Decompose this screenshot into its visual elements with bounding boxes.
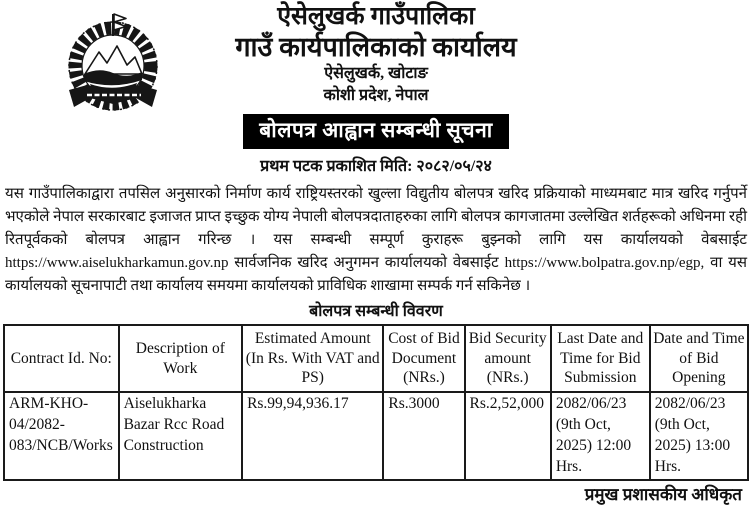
cell-opening-date: 2082/06/23 (9th Oct, 2025) 13:00 Hrs. [650, 392, 748, 480]
cell-bid-document-cost: Rs.3000 [383, 392, 464, 480]
table-header-row [4, 325, 748, 392]
cell-estimated-amount: Rs.99,94,936.17 [242, 392, 383, 480]
col-header-estimated-amount: Estimated Amount (In Rs. With VAT and PS) [242, 325, 383, 392]
organization-name: ऐसेलुखर्क गाउँपालिका [277, 3, 475, 30]
published-date: प्रथम पटक प्रकाशित मिति: २०८२/०५/२४ [260, 157, 492, 175]
signatory-title: प्रमुख प्रशासकीय अधिकृत [584, 485, 742, 504]
bid-details-table [3, 324, 749, 481]
address-province: कोशी प्रदेश, नेपाल [323, 87, 429, 105]
table-row [4, 392, 748, 480]
cell-submission-deadline: 2082/06/23 (9th Oct, 2025) 12:00 Hrs. [551, 392, 650, 480]
table-section-title: बोलपत्र सम्बन्धी विवरण [309, 302, 443, 320]
document-header [0, 0, 752, 176]
address-district: ऐसेलुखर्क, खोटाङ [324, 65, 428, 83]
office-name: गाउँ कार्यपालिकाको कार्यालय [235, 32, 517, 62]
nepal-emblem-icon [56, 10, 170, 114]
cell-description: Aiselukharka Bazar Rcc Road Construction [119, 392, 243, 480]
cell-bid-security: Rs.2,52,000 [465, 392, 551, 480]
col-header-contract-id: Contract Id. No: [4, 325, 119, 392]
notice-title-banner: बोलपत्र आह्वान सम्बन्धी सूचना [243, 114, 508, 149]
col-header-bid-document-cost: Cost of Bid Document (NRs.) [383, 325, 464, 392]
col-header-description: Description of Work [119, 325, 243, 392]
municipality-logo [56, 10, 170, 114]
cell-contract-id: ARM-KHO-04/2082-083/NCB/Works [4, 392, 119, 480]
col-header-submission-deadline: Last Date and Time for Bid Submission [551, 325, 650, 392]
col-header-opening-date: Date and Time of Bid Opening [650, 325, 748, 392]
col-header-bid-security: Bid Security amount (NRs.) [465, 325, 551, 392]
notice-body-paragraph: यस गाउँपालिकाद्वारा तपसिल अनुसारको निर्माण कार्य राष्ट्रियस्तरको खुल्ला विद्युतीय बोलपत्र खरिद प्रक्रियाको माध्यमबाट मात्र खरिद गर्नुपर्ने भएकोले नेपाल सरकारबाट इजाजत प्राप्त इच्छुक योग्य नेपाली बोलपत्रदाताहरुका लागि बोलपत्र कागजातमा उल्लेखित शर्तहरूको अधिनमा रही रितपूर्वकको बोलपत्र आह्वान गरिन्छ । यस सम्बन्धी सम्पूर्ण कुराहरू बुझ्नको लागि यस कार्यालयको वेबसाईट https://www.aiselukharkamun.gov.np सार्वजनिक खरिद अनुगमन कार्यालयको वेबसाईट https://www.bolpatra.gov.np/egp, वा यस कार्यालयको सूचनापाटी तथा कार्यालय समयमा कार्यालयको प्राविधिक शाखामा सम्पर्क गर्न सकिनेछ । [5, 185, 747, 294]
